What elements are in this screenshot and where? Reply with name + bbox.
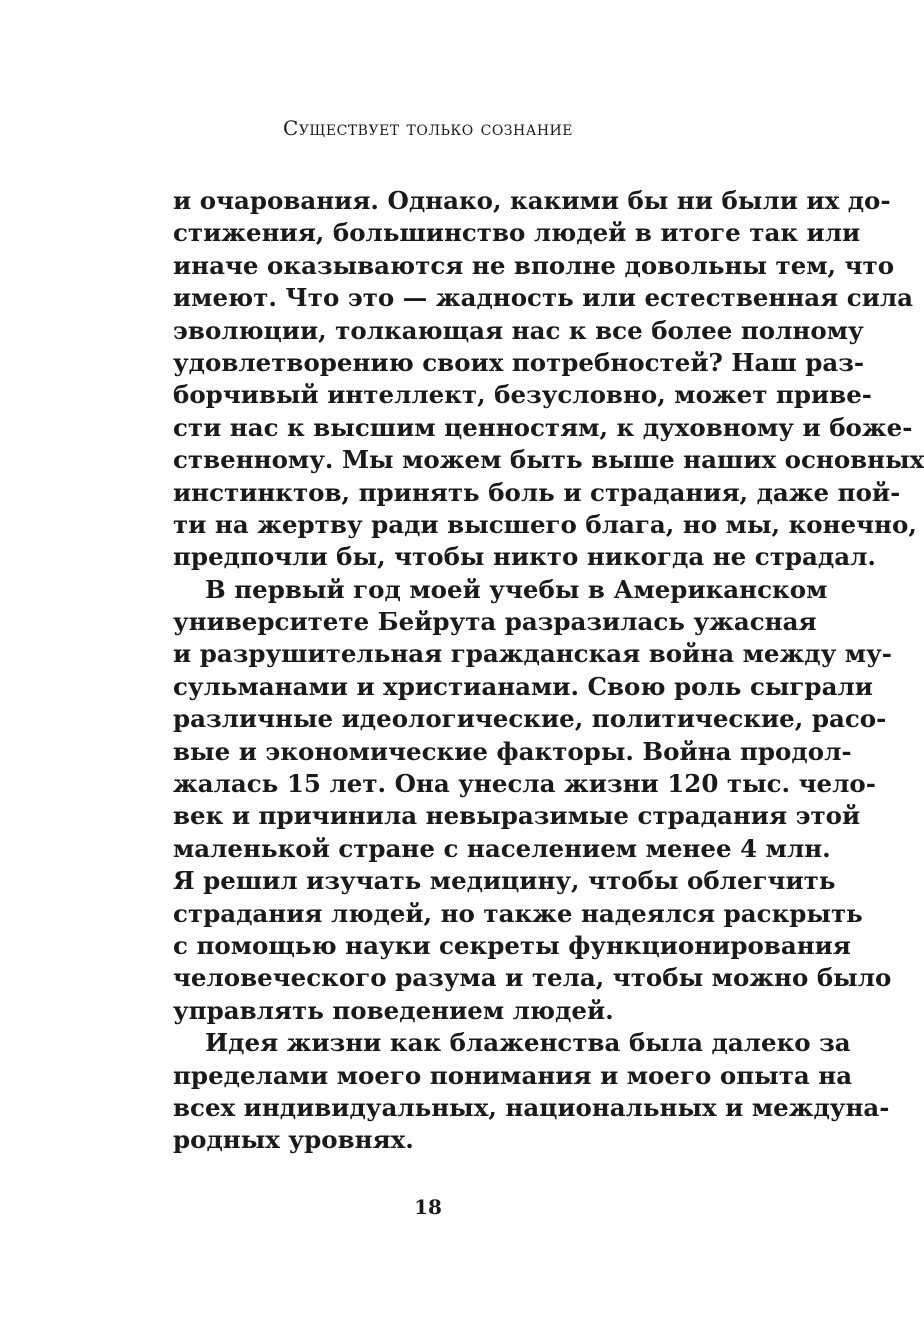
text-line: удовлетворению своих потребностей? Наш раз- [173, 347, 865, 377]
text-line: вые и экономические факторы. Война продол- [173, 736, 852, 766]
text-line: человеческого разума и тела, чтобы можно было [173, 963, 892, 993]
text-line: век и причинила невыразимые страдания этой [173, 801, 861, 831]
paragraph-3 [173, 1027, 890, 1157]
page-number: 18 [414, 1195, 442, 1219]
text-line: пределами моего понимания и моего опыта на [173, 1060, 853, 1090]
text-line: иначе оказываются не вполне довольны тем, что [173, 250, 895, 280]
text-line: различные идеологические, политические, расо- [173, 704, 887, 734]
text-line: инстинктов, принять боль и страдания, даже пой- [173, 477, 901, 507]
text-line: эволюции, толкающая нас к все более полному [173, 315, 864, 345]
text-line: сульманами и христианами. Свою роль сыграли [173, 671, 873, 701]
text-line: ственному. Мы можем быть выше наших основных [173, 445, 924, 475]
text-line: всех индивидуальных, национальных и междуна- [173, 1092, 890, 1122]
text-line: маленькой стране с населением менее 4 млн. [173, 833, 831, 863]
text-line: родных уровнях. [173, 1125, 414, 1155]
text-line: и разрушительная гражданская война между му- [173, 639, 892, 669]
text-line: стижения, большинство людей в итоге так или [173, 218, 861, 248]
text-line: Идея жизни как блаженства была далеко за [205, 1028, 851, 1058]
body-text [173, 185, 924, 1157]
text-line: предпочли бы, чтобы никто никогда не страдал. [173, 542, 876, 572]
text-line: В первый год моей учебы в Американском [205, 574, 828, 604]
text-line: борчивый интеллект, безусловно, может приве- [173, 380, 872, 410]
running-header: Существует только сознание [283, 116, 573, 140]
text-line: с помощью науки секреты функционирования [173, 930, 851, 960]
text-line: университете Бейрута разразилась ужасная [173, 607, 817, 637]
text-line: страдания людей, но также надеялся раскрыть [173, 898, 863, 928]
text-line: сти нас к высшим ценностям, к духовному и боже- [173, 412, 913, 442]
text-line: ти на жертву ради высшего блага, но мы, конечно, [173, 509, 917, 539]
paragraph-2 [173, 574, 892, 1027]
text-line: Я решил изучать медицину, чтобы облегчить [173, 866, 836, 896]
text-line: управлять поведением людей. [173, 995, 614, 1025]
paragraph-1 [173, 185, 924, 574]
text-line: и очарования. Однако, какими бы ни были их до- [173, 186, 891, 215]
text-line: имеют. Что это — жадность или естественная сила [173, 283, 914, 313]
text-line: жалась 15 лет. Она унесла жизни 120 тыс. чело- [173, 769, 876, 799]
